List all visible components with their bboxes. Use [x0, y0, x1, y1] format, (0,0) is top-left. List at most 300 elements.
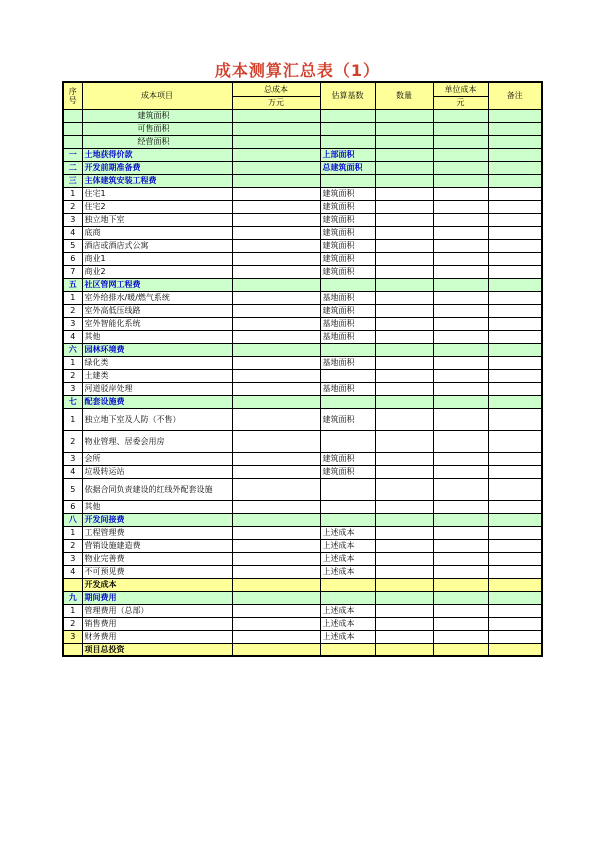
row-total-cost [232, 278, 320, 291]
row-remark [488, 617, 542, 630]
row-total-cost [232, 617, 320, 630]
row-total-cost [232, 430, 320, 452]
row-qty [375, 291, 433, 304]
row-total-cost [232, 513, 320, 526]
row-total-cost [232, 500, 320, 513]
row-remark [488, 122, 542, 135]
header-unit-cost-unit: 元 [433, 96, 488, 109]
table-row [63, 452, 542, 465]
row-item: 配套设施费 [82, 395, 232, 408]
row-unit-cost [433, 109, 488, 122]
row-qty [375, 478, 433, 500]
row-total-cost [232, 330, 320, 343]
table-row [63, 513, 542, 526]
row-remark [488, 369, 542, 382]
row-total-cost [232, 265, 320, 278]
row-qty [375, 343, 433, 356]
row-total-cost [232, 122, 320, 135]
row-unit-cost [433, 630, 488, 643]
row-unit-cost [433, 617, 488, 630]
row-item: 其他 [82, 330, 232, 343]
row-total-cost [232, 591, 320, 604]
row-basis: 建筑面积 [320, 239, 375, 252]
row-unit-cost [433, 526, 488, 539]
row-remark [488, 604, 542, 617]
row-unit-cost [433, 330, 488, 343]
row-remark [488, 174, 542, 187]
table-row [63, 539, 542, 552]
row-basis: 上部面积 [320, 148, 375, 161]
row-seq: 六 [63, 343, 82, 356]
row-basis: 基地面积 [320, 330, 375, 343]
row-unit-cost [433, 513, 488, 526]
row-seq: 1 [63, 604, 82, 617]
row-qty [375, 578, 433, 591]
table-row [63, 135, 542, 148]
row-basis: 基地面积 [320, 382, 375, 395]
row-unit-cost [433, 265, 488, 278]
row-qty [375, 213, 433, 226]
row-basis [320, 122, 375, 135]
row-qty [375, 239, 433, 252]
row-item: 河道驳岸处理 [82, 382, 232, 395]
row-total-cost [232, 369, 320, 382]
row-basis: 建筑面积 [320, 304, 375, 317]
row-item: 开发成本 [82, 578, 232, 591]
row-seq [63, 109, 82, 122]
row-qty [375, 148, 433, 161]
row-item: 开发间接费 [82, 513, 232, 526]
row-basis: 建筑面积 [320, 252, 375, 265]
row-total-cost [232, 239, 320, 252]
row-basis: 上述成本 [320, 630, 375, 643]
row-qty [375, 109, 433, 122]
row-seq: 4 [63, 330, 82, 343]
row-basis: 基地面积 [320, 356, 375, 369]
row-remark [488, 135, 542, 148]
row-item: 酒店或酒店式公寓 [82, 239, 232, 252]
row-remark [488, 187, 542, 200]
row-unit-cost [433, 148, 488, 161]
row-total-cost [232, 630, 320, 643]
row-remark [488, 500, 542, 513]
table-row [63, 174, 542, 187]
row-item: 土地获得价款 [82, 148, 232, 161]
row-item: 会所 [82, 452, 232, 465]
row-remark [488, 226, 542, 239]
row-seq: 八 [63, 513, 82, 526]
row-total-cost [232, 465, 320, 478]
row-unit-cost [433, 452, 488, 465]
row-seq: 2 [63, 539, 82, 552]
row-remark [488, 578, 542, 591]
row-item: 工程管理费 [82, 526, 232, 539]
row-item: 项目总投资 [82, 643, 232, 656]
row-remark [488, 478, 542, 500]
row-unit-cost [433, 539, 488, 552]
row-qty [375, 500, 433, 513]
row-remark [488, 304, 542, 317]
table-row [63, 252, 542, 265]
row-qty [375, 539, 433, 552]
row-seq: 1 [63, 408, 82, 430]
row-qty [375, 591, 433, 604]
row-qty [375, 317, 433, 330]
row-item: 独立地下室 [82, 213, 232, 226]
row-unit-cost [433, 200, 488, 213]
table-row [63, 395, 542, 408]
row-remark [488, 148, 542, 161]
row-seq: 5 [63, 478, 82, 500]
row-unit-cost [433, 291, 488, 304]
row-total-cost [232, 187, 320, 200]
row-seq: 2 [63, 200, 82, 213]
row-unit-cost [433, 478, 488, 500]
cost-summary-table [62, 81, 543, 657]
row-item: 营销设施建造费 [82, 539, 232, 552]
row-seq: 5 [63, 239, 82, 252]
table-row [63, 500, 542, 513]
row-total-cost [232, 604, 320, 617]
row-qty [375, 174, 433, 187]
row-total-cost [232, 578, 320, 591]
row-total-cost [232, 565, 320, 578]
table-row [63, 109, 542, 122]
row-unit-cost [433, 304, 488, 317]
row-item: 室外给排水/暖/燃气系统 [82, 291, 232, 304]
row-qty [375, 408, 433, 430]
table-row [63, 278, 542, 291]
header-remark: 备注 [488, 82, 542, 109]
table-row [63, 239, 542, 252]
table-row [63, 465, 542, 478]
row-remark [488, 452, 542, 465]
row-item: 室外智能化系统 [82, 317, 232, 330]
row-total-cost [232, 552, 320, 565]
row-qty [375, 278, 433, 291]
row-item: 其他 [82, 500, 232, 513]
row-remark [488, 252, 542, 265]
row-qty [375, 430, 433, 452]
row-basis [320, 578, 375, 591]
row-basis: 基地面积 [320, 291, 375, 304]
row-remark [488, 213, 542, 226]
row-basis [320, 591, 375, 604]
row-seq: 2 [63, 369, 82, 382]
row-seq: 4 [63, 565, 82, 578]
row-basis: 上述成本 [320, 526, 375, 539]
row-seq: 1 [63, 356, 82, 369]
row-seq: 1 [63, 526, 82, 539]
row-remark [488, 382, 542, 395]
row-qty [375, 330, 433, 343]
row-basis: 建筑面积 [320, 265, 375, 278]
row-qty [375, 452, 433, 465]
row-total-cost [232, 135, 320, 148]
row-remark [488, 356, 542, 369]
row-basis [320, 513, 375, 526]
row-qty [375, 643, 433, 656]
row-total-cost [232, 200, 320, 213]
row-remark [488, 539, 542, 552]
row-basis [320, 135, 375, 148]
row-unit-cost [433, 122, 488, 135]
row-item: 建筑面积 [82, 109, 232, 122]
row-qty [375, 252, 433, 265]
table-row [63, 382, 542, 395]
row-basis: 建筑面积 [320, 187, 375, 200]
row-total-cost [232, 109, 320, 122]
row-seq [63, 122, 82, 135]
row-item: 住宅2 [82, 200, 232, 213]
row-seq: 7 [63, 265, 82, 278]
row-total-cost [232, 452, 320, 465]
row-item: 可售面积 [82, 122, 232, 135]
row-item: 经营面积 [82, 135, 232, 148]
row-total-cost [232, 382, 320, 395]
table-row [63, 226, 542, 239]
table-body [63, 109, 542, 656]
row-seq: 3 [63, 317, 82, 330]
row-seq [63, 135, 82, 148]
row-unit-cost [433, 187, 488, 200]
row-basis [320, 643, 375, 656]
row-qty [375, 187, 433, 200]
row-total-cost [232, 356, 320, 369]
row-qty [375, 265, 433, 278]
table-row [63, 643, 542, 656]
row-remark [488, 161, 542, 174]
row-unit-cost [433, 465, 488, 478]
table-row [63, 122, 542, 135]
row-remark [488, 430, 542, 452]
row-total-cost [232, 395, 320, 408]
row-item: 主体建筑安装工程费 [82, 174, 232, 187]
row-seq: 2 [63, 430, 82, 452]
row-item: 垃圾转运站 [82, 465, 232, 478]
row-item: 住宅1 [82, 187, 232, 200]
row-remark [488, 565, 542, 578]
row-basis [320, 343, 375, 356]
row-unit-cost [433, 135, 488, 148]
row-total-cost [232, 539, 320, 552]
row-qty [375, 604, 433, 617]
row-seq: 3 [63, 213, 82, 226]
row-remark [488, 643, 542, 656]
row-seq: 1 [63, 291, 82, 304]
row-basis: 建筑面积 [320, 408, 375, 430]
row-seq: 2 [63, 304, 82, 317]
row-basis: 建筑面积 [320, 200, 375, 213]
row-total-cost [232, 291, 320, 304]
row-unit-cost [433, 382, 488, 395]
row-unit-cost [433, 278, 488, 291]
table-row [63, 187, 542, 200]
row-qty [375, 630, 433, 643]
row-unit-cost [433, 317, 488, 330]
row-item: 物业完善费 [82, 552, 232, 565]
row-seq: 3 [63, 382, 82, 395]
row-total-cost [232, 408, 320, 430]
header-total-unit: 万元 [232, 96, 320, 109]
row-item: 园林环境费 [82, 343, 232, 356]
row-basis: 总建筑面积 [320, 161, 375, 174]
row-seq: 三 [63, 174, 82, 187]
header-basis: 估算基数 [320, 82, 375, 109]
table-row [63, 552, 542, 565]
row-unit-cost [433, 343, 488, 356]
row-unit-cost [433, 643, 488, 656]
table-row [63, 291, 542, 304]
table-row [63, 161, 542, 174]
row-remark [488, 552, 542, 565]
row-unit-cost [433, 174, 488, 187]
row-qty [375, 122, 433, 135]
row-basis [320, 478, 375, 500]
table-row [63, 330, 542, 343]
row-item: 室外高低压线路 [82, 304, 232, 317]
table-row [63, 213, 542, 226]
row-basis [320, 174, 375, 187]
row-basis [320, 430, 375, 452]
row-total-cost [232, 174, 320, 187]
row-seq: 二 [63, 161, 82, 174]
row-basis: 上述成本 [320, 604, 375, 617]
header-item: 成本项目 [82, 82, 232, 109]
table-row [63, 430, 542, 452]
table-row [63, 617, 542, 630]
page-title: 成本测算汇总表（1） [214, 61, 381, 80]
row-qty [375, 356, 433, 369]
table-row [63, 317, 542, 330]
row-basis [320, 278, 375, 291]
table-row [63, 526, 542, 539]
row-seq: 九 [63, 591, 82, 604]
header-total-cost: 总成本 [232, 82, 320, 96]
row-seq: 五 [63, 278, 82, 291]
row-basis: 上述成本 [320, 552, 375, 565]
row-total-cost [232, 526, 320, 539]
row-qty [375, 617, 433, 630]
row-total-cost [232, 304, 320, 317]
table-row [63, 604, 542, 617]
row-remark [488, 317, 542, 330]
row-unit-cost [433, 430, 488, 452]
row-item: 底商 [82, 226, 232, 239]
row-seq: 2 [63, 617, 82, 630]
row-unit-cost [433, 395, 488, 408]
row-basis: 上述成本 [320, 565, 375, 578]
row-qty [375, 513, 433, 526]
row-item: 商业2 [82, 265, 232, 278]
row-total-cost [232, 213, 320, 226]
row-qty [375, 382, 433, 395]
row-unit-cost [433, 356, 488, 369]
row-seq: 4 [63, 226, 82, 239]
row-item: 商业1 [82, 252, 232, 265]
row-remark [488, 395, 542, 408]
row-qty [375, 465, 433, 478]
row-basis: 建筑面积 [320, 226, 375, 239]
row-item: 期间费用 [82, 591, 232, 604]
row-basis [320, 369, 375, 382]
row-unit-cost [433, 591, 488, 604]
row-basis: 建筑面积 [320, 213, 375, 226]
row-qty [375, 226, 433, 239]
row-remark [488, 343, 542, 356]
row-unit-cost [433, 408, 488, 430]
row-seq: 3 [63, 630, 82, 643]
row-qty [375, 369, 433, 382]
row-remark [488, 465, 542, 478]
row-total-cost [232, 148, 320, 161]
row-seq: 一 [63, 148, 82, 161]
row-seq: 七 [63, 395, 82, 408]
row-qty [375, 161, 433, 174]
row-seq: 4 [63, 465, 82, 478]
row-remark [488, 630, 542, 643]
row-item: 社区管网工程费 [82, 278, 232, 291]
row-item: 管理费用（总部） [82, 604, 232, 617]
table-row [63, 630, 542, 643]
table-row [63, 343, 542, 356]
row-seq: 3 [63, 552, 82, 565]
header-seq: 序号 [63, 82, 82, 109]
row-qty [375, 526, 433, 539]
row-seq: 3 [63, 452, 82, 465]
row-seq: 6 [63, 500, 82, 513]
row-remark [488, 265, 542, 278]
row-total-cost [232, 478, 320, 500]
row-unit-cost [433, 565, 488, 578]
table-row [63, 591, 542, 604]
header-qty: 数量 [375, 82, 433, 109]
row-item: 不可预见费 [82, 565, 232, 578]
row-total-cost [232, 252, 320, 265]
row-basis: 上述成本 [320, 617, 375, 630]
table-row [63, 304, 542, 317]
table-row [63, 578, 542, 591]
table-row [63, 200, 542, 213]
row-item: 财务费用 [82, 630, 232, 643]
row-item: 独立地下室及人防（不售） [82, 408, 232, 430]
row-unit-cost [433, 552, 488, 565]
row-unit-cost [433, 226, 488, 239]
row-qty [375, 565, 433, 578]
row-seq [63, 643, 82, 656]
row-basis: 建筑面积 [320, 452, 375, 465]
row-remark [488, 200, 542, 213]
row-seq: 6 [63, 252, 82, 265]
row-basis [320, 109, 375, 122]
row-item: 物业管理、居委会用房 [82, 430, 232, 452]
row-unit-cost [433, 500, 488, 513]
row-unit-cost [433, 369, 488, 382]
row-total-cost [232, 643, 320, 656]
row-remark [488, 239, 542, 252]
row-remark [488, 526, 542, 539]
table-row [63, 478, 542, 500]
row-remark [488, 591, 542, 604]
table-row [63, 408, 542, 430]
row-qty [375, 395, 433, 408]
row-unit-cost [433, 578, 488, 591]
row-remark [488, 408, 542, 430]
row-basis: 上述成本 [320, 539, 375, 552]
row-qty [375, 304, 433, 317]
table-row [63, 369, 542, 382]
table-row [63, 356, 542, 369]
